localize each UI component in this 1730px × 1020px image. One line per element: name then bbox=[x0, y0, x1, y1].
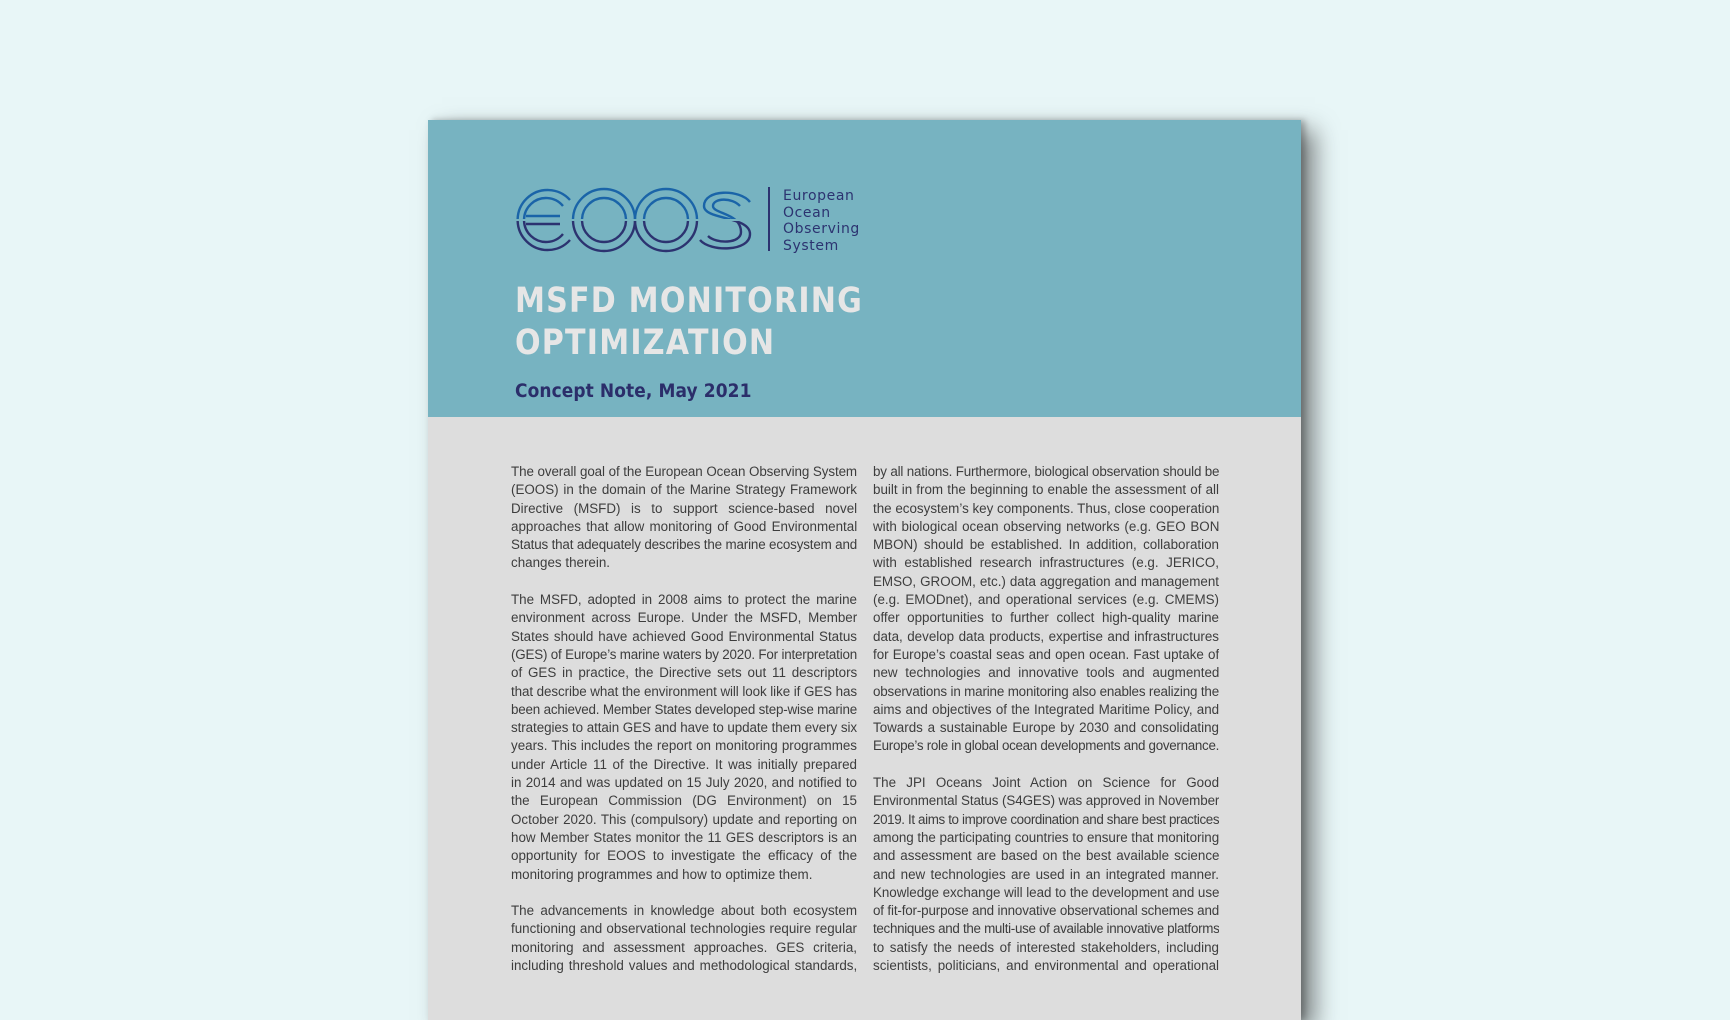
paragraph-line: Directive (MSFD) is to support science-based novel bbox=[511, 500, 857, 516]
logo-tagline-line: System bbox=[783, 237, 839, 254]
header-band bbox=[428, 120, 1301, 417]
paragraph-line: October 2020. This (compulsory) update and reporting on bbox=[511, 811, 857, 827]
paragraph-line: Towards a sustainable Europe by 2030 and consolidating bbox=[873, 720, 1219, 736]
paragraph-line: years. This includes the report on monitoring programmes bbox=[511, 738, 857, 754]
paragraph-line: how Member States monitor the 11 GES descriptors is an bbox=[511, 829, 857, 845]
paragraph-line: the ecosystem’s key components. Thus, close cooperation bbox=[873, 500, 1219, 516]
paragraph-line: in 2014 and was updated on 15 July 2020, and notified to bbox=[511, 775, 857, 791]
body-paragraph bbox=[511, 902, 857, 975]
paragraph-line: environment across Europe. Under the MSFD, Member bbox=[511, 610, 857, 626]
paragraph-line: among the participating countries to ensure that monitoring bbox=[873, 829, 1219, 845]
paragraph-line: with biological ocean observing networks (e.g. GEO BON bbox=[873, 518, 1219, 534]
logo-divider bbox=[768, 187, 770, 251]
document-title bbox=[515, 280, 863, 364]
paragraph-line: opportunity for EOOS to investigate the efficacy of the bbox=[511, 848, 857, 864]
paragraph-line: Knowledge exchange will lead to the development and use bbox=[873, 884, 1219, 900]
paragraph-line: changes therein. bbox=[511, 555, 611, 571]
paragraph-line: built in from the beginning to enable the assessment of all bbox=[873, 482, 1219, 498]
paragraph-line: scientists, politicians, and environmental and operational bbox=[873, 958, 1219, 974]
paragraph-line: and new technologies are used in an integrated manner. bbox=[873, 866, 1219, 882]
paragraph-line: Environmental Status (S4GES) was approved in November bbox=[873, 793, 1219, 809]
body-paragraph bbox=[511, 463, 857, 573]
paragraph-line: techniques and the multi-use of available innovative platforms bbox=[873, 921, 1219, 937]
body-paragraph bbox=[873, 463, 1219, 756]
paragraph-line: Europe’s role in global ocean developments and governance. bbox=[873, 738, 1219, 754]
paragraph-line: aims and objectives of the Integrated Maritime Policy, and bbox=[873, 701, 1219, 717]
paragraph-line: functioning and observational technologies require regular bbox=[511, 921, 857, 937]
paragraph-line: to satisfy the needs of interested stakeholders, including bbox=[873, 939, 1219, 955]
paragraph-line: The overall goal of the European Ocean Observing System bbox=[511, 464, 857, 479]
paragraph-line: including threshold values and methodological standards, bbox=[511, 958, 857, 974]
title-line: OPTIMIZATION bbox=[515, 323, 776, 363]
body-column-right bbox=[873, 463, 1219, 994]
logo-tagline bbox=[783, 188, 860, 254]
title-line: MSFD MONITORING bbox=[515, 281, 864, 321]
paragraph-line: been achieved. Member States developed step-wise marine bbox=[511, 701, 857, 717]
paragraph-line: MBON) should be established. In addition, collaboration bbox=[873, 537, 1219, 553]
body-paragraph bbox=[511, 591, 857, 884]
paragraph-line: approaches that allow monitoring of Good Environmental bbox=[511, 518, 857, 534]
paragraph-line: (EOOS) in the domain of the Marine Strategy Framework bbox=[511, 482, 857, 498]
paragraph-line: offer opportunities to further collect high-quality marine bbox=[873, 610, 1219, 626]
paragraph-line: observations in marine monitoring also enables realizing the bbox=[873, 683, 1219, 699]
paragraph-line: with established research infrastructures (e.g. JERICO, bbox=[873, 555, 1219, 571]
document-subtitle: Concept Note, May 2021 bbox=[515, 381, 752, 402]
paragraph-line: under Article 11 of the Directive. It was initially prepared bbox=[511, 756, 857, 772]
paragraph-line: and assessment are based on the best available science bbox=[873, 848, 1219, 864]
body-paragraph bbox=[873, 774, 1219, 975]
paragraph-line: (GES) of Europe’s marine waters by 2020. For interpretation bbox=[511, 646, 857, 662]
paragraph-line: (e.g. EMODnet), and operational services (e.g. CMEMS) bbox=[873, 592, 1219, 608]
paragraph-line: Status that adequately describes the marine ecosystem and bbox=[511, 537, 857, 553]
paragraph-line: States should have achieved Good Environmental Status bbox=[511, 628, 857, 644]
logo-tagline-line: Ocean bbox=[783, 204, 831, 221]
paragraph-line: strategies to attain GES and have to update them every six bbox=[511, 720, 857, 736]
eoos-logo-icon bbox=[514, 186, 754, 254]
document-page bbox=[428, 120, 1301, 1020]
paragraph-line: The JPI Oceans Joint Action on Science for Good bbox=[873, 775, 1219, 791]
paragraph-line: of GES in practice, the Directive sets out 11 descriptors bbox=[511, 665, 857, 681]
paragraph-line: that describe what the environment will look like if GES has bbox=[511, 683, 857, 699]
paragraph-line: for Europe’s coastal seas and open ocean. Fast uptake of bbox=[873, 646, 1219, 662]
paragraph-line: by all nations. Furthermore, biological observation should be bbox=[873, 464, 1219, 479]
paragraph-line: of fit-for-purpose and innovative observational schemes and bbox=[873, 903, 1219, 919]
paragraph-line: The MSFD, adopted in 2008 aims to protect the marine bbox=[511, 592, 857, 608]
body-column-left bbox=[511, 463, 857, 994]
paragraph-line: data, develop data products, expertise and infrastructures bbox=[873, 628, 1219, 644]
logo-tagline-line: European bbox=[783, 188, 855, 204]
paragraph-line: new technologies and innovative tools and augmented bbox=[873, 665, 1219, 681]
paragraph-line: the European Commission (DG Environment) on 15 bbox=[511, 793, 857, 809]
paragraph-line: monitoring programmes and how to optimize them. bbox=[511, 866, 813, 882]
paragraph-line: monitoring and assessment approaches. GES criteria, bbox=[511, 939, 857, 955]
paragraph-line: 2019. It aims to improve coordination and share best practices bbox=[873, 811, 1219, 827]
logo-tagline-line: Observing bbox=[783, 221, 860, 238]
paragraph-line: EMSO, GROOM, etc.) data aggregation and management bbox=[873, 573, 1219, 589]
paragraph-line: The advancements in knowledge about both ecosystem bbox=[511, 903, 857, 919]
